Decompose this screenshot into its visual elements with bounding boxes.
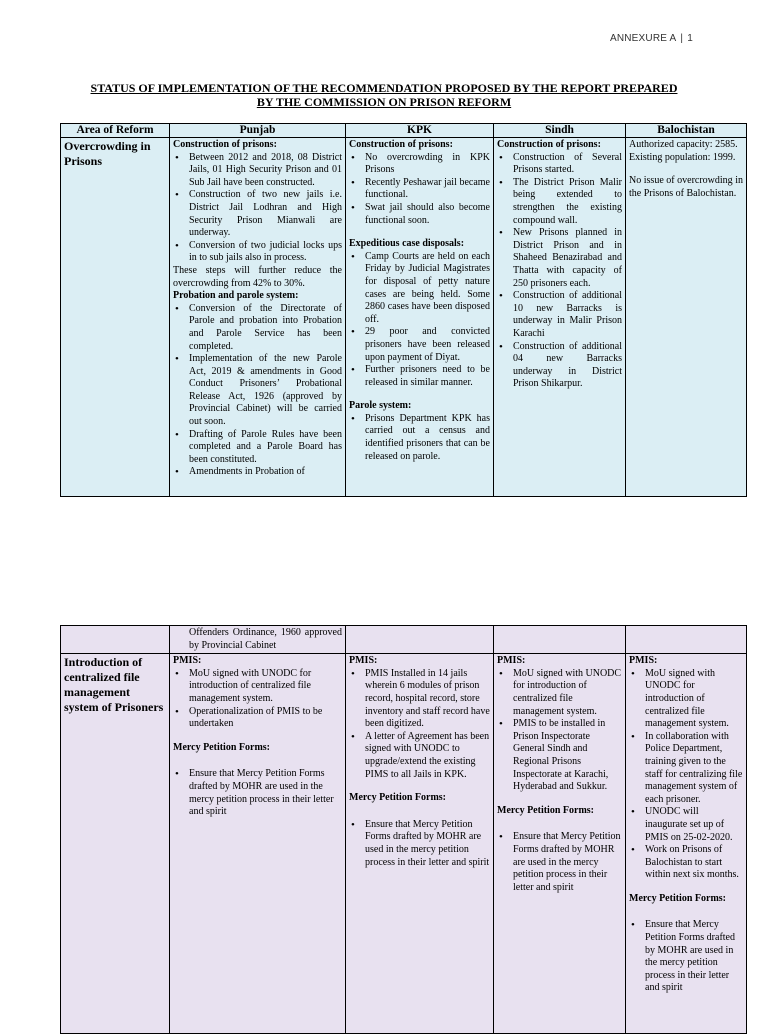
list-item: • MoU signed with UNODC for introduction of centralized file management system. [497,668,622,718]
list-item: • Drafting of Parole Rules have been completed and a Parole Board has been constituted. [173,429,342,467]
empty-cell [494,626,626,654]
list-item: • Camp Courts are held on each Friday by Judicial Magistrates for disposal of petty nature cases are being held. Some 2860 cases have been disposed off. [349,251,490,327]
document-title [60,81,708,109]
list-item: • PMIS Installed in 14 jails wherein 6 modules of prison record, hospital record, store inventory and staff record have been digitized. [349,668,490,731]
list-item: • Ensure that Mercy Petition Forms drafted by MOHR are used in the mercy petition process in their letter and spirit [629,919,743,995]
section-heading: Parole system: [349,400,412,412]
list-item: • Construction of two new jails i.e. District Jail Lodhran and High Security Prison Mianwali are underway. [173,189,342,239]
list-item: • New Prisons planned in District Prison and in Shaheed Benazirabad and Thatta with capacity of 250 prisoners each. [497,227,622,290]
section-heading: PMIS: [497,655,526,667]
table-row-pmis [61,654,747,1034]
list-item: • Construction of additional 10 new Barracks is underway in Malir Prison Karachi [497,290,622,340]
bullet-list [349,152,490,228]
kpk-cell [346,654,494,1034]
column-header: Sindh [494,124,626,138]
list-item: • Work on Prisons of Balochistan to start within next six months. [629,844,743,882]
section-heading: Construction of prisons: [349,139,453,150]
list-item: • Operationalization of PMIS to be undertaken [173,706,342,731]
bullet-list [629,668,743,882]
column-header: Area of Reform [61,124,170,138]
page-number: 1 [687,33,693,44]
bullet-list [497,831,622,894]
bullet-list [629,919,743,995]
list-item: • Construction of Several Prisons started. [497,152,622,177]
punjab-cell [170,138,346,497]
sindh-cell [494,654,626,1034]
list-item: • Between 2012 and 2018, 08 District Jails, 01 High Security Prison and 01 Sub Jail have been constructed. [173,152,342,190]
sindh-cell [494,138,626,497]
bullet-list [349,413,490,463]
paragraph: Authorized capacity: 2585. [629,139,738,150]
section-heading: Mercy Petition Forms: [629,892,726,904]
paragraph: These steps will further reduce the overcrowding from 42% to 30%. [173,264,342,289]
list-item: • Ensure that Mercy Petition Forms drafted by MOHR are used in the mercy petition process in their letter and spirit [173,768,342,818]
list-item: • Conversion of the Directorate of Parole and probation into Probation and Parole Service has been completed. [173,303,342,353]
balochistan-cell [626,654,747,1034]
section-heading: Probation and parole system: [173,290,299,302]
bullet-list [349,819,490,869]
punjab-cell [170,654,346,1034]
list-item: • Ensure that Mercy Petition Forms drafted by MOHR are used in the mercy petition process in their letter and spirit [349,819,490,869]
list-item: • Conversion of two judicial locks ups in to sub jails also in process. [173,240,342,265]
bullet-list [497,668,622,794]
list-item: • 29 poor and convicted prisoners have been released upon payment of Diyat. [349,326,490,364]
section-heading: PMIS: [173,655,202,667]
bullet-list [173,768,342,818]
header-separator: | [680,33,684,44]
punjab-cell: Offenders Ordinance, 1960 approved by Provincial Cabinet [170,626,346,654]
paragraph: No issue of overcrowding in the Prisons of Balochistan. [629,175,743,199]
bullet-list [173,303,342,479]
list-item: • A letter of Agreement has been signed with UNODC to upgrade/extend the existing PIMS to all Jails in KPK. [349,731,490,781]
bullet-list [497,152,622,391]
bullet-list [349,668,490,781]
list-item: • Ensure that Mercy Petition Forms drafted by MOHR are used in the mercy petition process in their letter and spirit [497,831,622,894]
list-item: • MoU signed with UNODC for introduction of centralized file management system. [173,668,342,706]
bullet-list [349,251,490,390]
paragraph: Existing population: 1999. [629,151,736,163]
section-heading: Mercy Petition Forms: [173,741,270,753]
list-item: • Amendments in Probation of [173,466,342,479]
empty-cell [61,626,170,654]
list-item: • In collaboration with Police Department, training given to the staff for centralizing file management system of each prisoner. [629,731,743,807]
list-item: • UNODC will inaugurate set up of PMIS on 25-02-2020. [629,806,743,844]
column-header: KPK [346,124,494,138]
area-cell: Overcrowding in Prisons [61,138,170,497]
title-line-2: BY THE COMMISSION ON PRISON REFORM [256,95,512,109]
title-line-1: STATUS OF IMPLEMENTATION OF THE RECOMMENDATION PROPOSED BY THE REPORT PREPARED [90,81,678,95]
column-header: Balochistan [626,124,747,138]
section-heading: PMIS: [349,655,378,667]
table-row-continuation [61,626,747,654]
list-item: • Further prisoners need to be released in similar manner. [349,364,490,389]
list-item: • Prisons Department KPK has carried out a census and identified prisoners that can be released on parole. [349,413,490,463]
section-heading: Construction of prisons: [497,139,601,150]
page-header [610,33,693,44]
column-header: Punjab [170,124,346,138]
section-heading: Construction of prisons: [173,139,277,150]
annexure-label: ANNEXURE A [609,33,677,44]
table-row-overcrowding [61,138,747,497]
bullet-list [173,152,342,265]
empty-cell [346,626,494,654]
section-heading: Mercy Petition Forms: [497,804,594,816]
empty-cell [626,626,747,654]
status-table-part-2 [60,625,747,1034]
list-item: • No overcrowding in KPK Prisons [349,152,490,177]
section-heading: Expeditious case disposals: [349,238,465,250]
table-header-row [61,124,747,138]
list-item: • Swat jail should also become functional soon. [349,202,490,227]
balochistan-cell [626,138,747,497]
list-item: • MoU signed with UNODC for introduction of centralized file management system. [629,668,743,731]
area-cell: Introduction of centralized file management system of Prisoners [61,654,170,1034]
kpk-cell [346,138,494,497]
status-table-part-1 [60,123,747,497]
section-heading: Mercy Petition Forms: [349,792,446,804]
list-item: • PMIS to be installed in Prison Inspectorate General Sindh and Regional Prisons Inspectorate at Karachi, Hyderabad and Sukkur. [497,718,622,794]
list-item: • Construction of additional 04 new Barracks underway in District Prison Shikarpur. [497,341,622,391]
list-item: • Implementation of the new Parole Act, 2019 & amendments in Good Conduct Prisoners’ Probational Release Act, 1926 (approved by Provincial Cabinet) will be carried out soon. [173,353,342,429]
bullet-list [173,668,342,731]
section-heading: PMIS: [629,655,658,667]
list-item: • The District Prison Malir being extended to strengthen the existing compound wall. [497,177,622,227]
list-item: • Recently Peshawar jail became functional. [349,177,490,202]
